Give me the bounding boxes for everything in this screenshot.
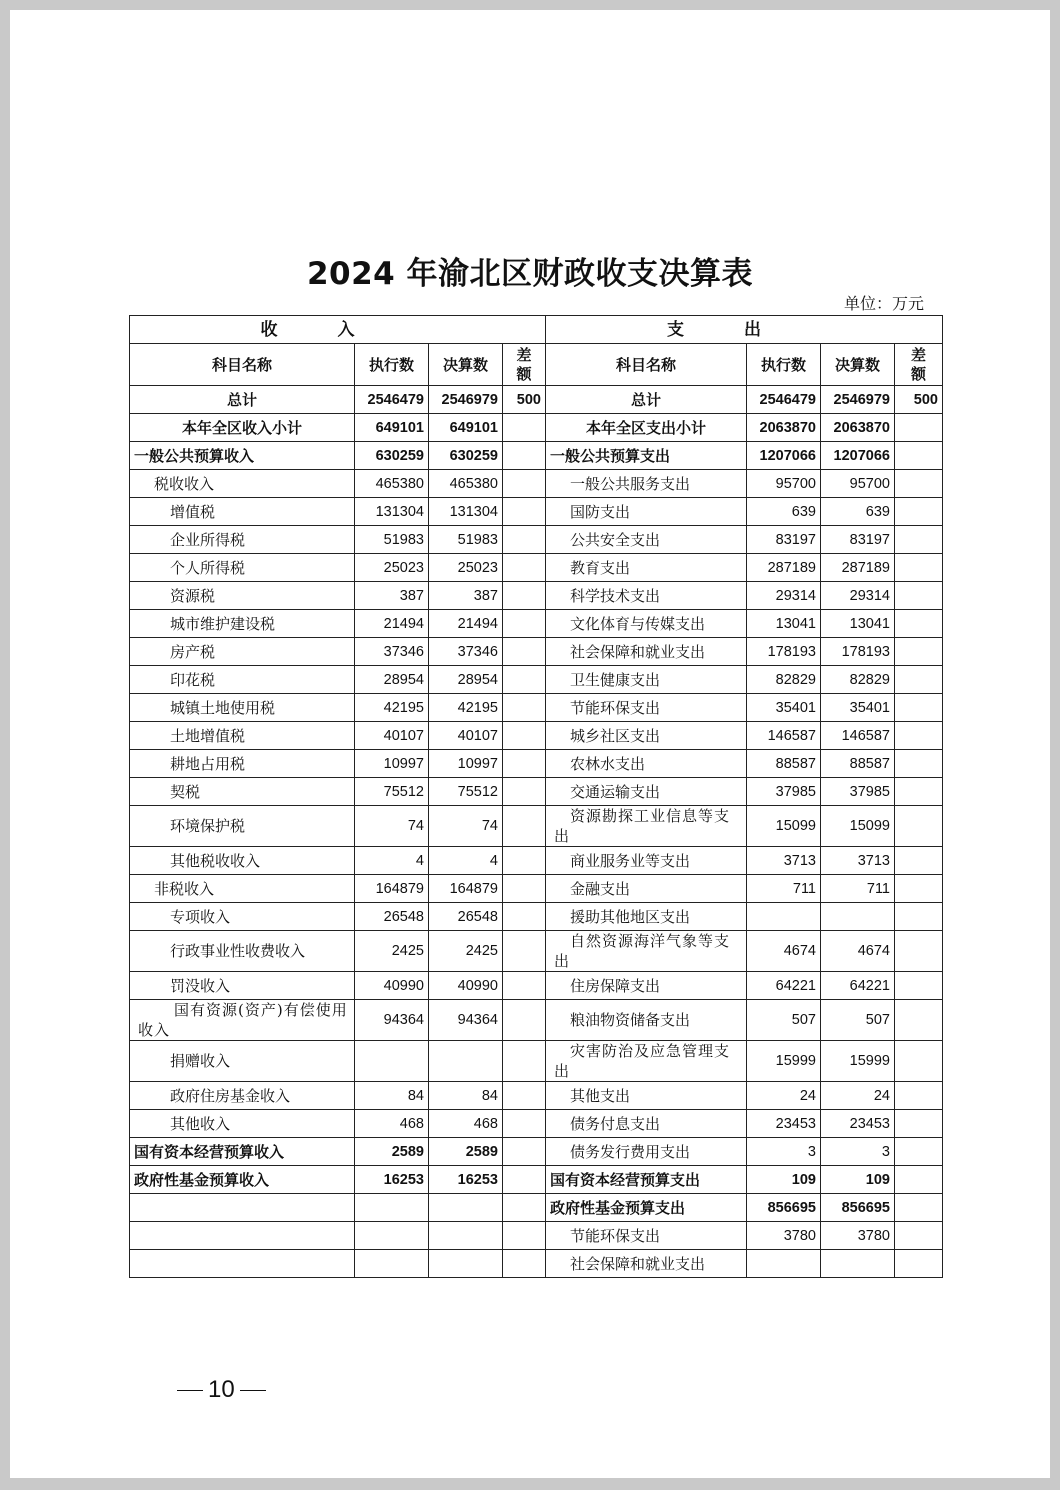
table-row [130,750,943,778]
expense-final-value: 95700 [821,470,895,498]
expense-diff-value [895,1082,943,1110]
income-diff-value [503,694,546,722]
expense-item-name: 节能环保支出 [546,1222,747,1250]
expense-item-name: 文化体育与传媒支出 [546,610,747,638]
expense-item-name: 粮油物资储备支出 [546,1000,747,1041]
expense-diff-value [895,554,943,582]
expense-diff-value [895,610,943,638]
table-row [130,806,943,847]
income-name-header: 科目名称 [130,344,355,386]
expense-item-name: 债务发行费用支出 [546,1138,747,1166]
income-item-name: 其他收入 [130,1110,355,1138]
expense-final-value: 1207066 [821,442,895,470]
expense-item-name: 总计 [546,386,747,414]
income-exec-value [355,1194,429,1222]
income-header: 收入 [130,316,546,344]
income-diff-value [503,1138,546,1166]
income-final-value: 2589 [429,1138,503,1166]
income-final-value: 75512 [429,778,503,806]
income-item-name: 土地增值税 [130,722,355,750]
expense-item-name: 援助其他地区支出 [546,903,747,931]
income-final-value: 42195 [429,694,503,722]
income-final-value [429,1222,503,1250]
income-diff-value: 500 [503,386,546,414]
expense-final-value: 2063870 [821,414,895,442]
expense-diff-value [895,638,943,666]
income-exec-value: 25023 [355,554,429,582]
income-exec-value: 51983 [355,526,429,554]
expense-diff-value [895,722,943,750]
expense-item-name: 灾害防治及应急管理支出 [546,1041,747,1082]
expense-diff-value [895,847,943,875]
income-item-name: 耕地占用税 [130,750,355,778]
income-exec-value: 42195 [355,694,429,722]
income-final-value: 37346 [429,638,503,666]
income-final-value: 630259 [429,442,503,470]
expense-exec-value: 29314 [747,582,821,610]
expense-exec-value: 507 [747,1000,821,1041]
table-row [130,1082,943,1110]
income-final-value: 28954 [429,666,503,694]
income-exec-value: 131304 [355,498,429,526]
table-row [130,1166,943,1194]
income-diff-value [503,666,546,694]
income-diff-value [503,778,546,806]
table-row [130,582,943,610]
income-exec-value: 75512 [355,778,429,806]
diff-header-text: 差额 [910,345,926,383]
expense-diff-value [895,806,943,847]
expense-item-name: 本年全区支出小计 [546,414,747,442]
income-exec-value: 465380 [355,470,429,498]
income-diff-value [503,582,546,610]
expense-exec-value: 3713 [747,847,821,875]
expense-item-name: 债务付息支出 [546,1110,747,1138]
income-item-name: 专项收入 [130,903,355,931]
expense-exec-value: 146587 [747,722,821,750]
expense-diff-value [895,666,943,694]
income-item-name: 印花税 [130,666,355,694]
expense-item-name: 节能环保支出 [546,694,747,722]
income-diff-value [503,931,546,972]
income-final-value: 40990 [429,972,503,1000]
income-final-value: 649101 [429,414,503,442]
income-exec-value: 10997 [355,750,429,778]
income-exec-value: 28954 [355,666,429,694]
income-item-name: 总计 [130,386,355,414]
expense-diff-value [895,750,943,778]
expense-diff-value [895,694,943,722]
income-item-name: 非税收入 [130,875,355,903]
expense-final-value [821,1250,895,1278]
income-final-value: 16253 [429,1166,503,1194]
expense-item-name: 国有资本经营预算支出 [546,1166,747,1194]
expense-final-value: 146587 [821,722,895,750]
income-exec-value: 40107 [355,722,429,750]
expense-item-name: 一般公共预算支出 [546,442,747,470]
footer-dash-right [240,1390,266,1391]
expense-item-name: 卫生健康支出 [546,666,747,694]
expense-final-value: 88587 [821,750,895,778]
table-row [130,722,943,750]
income-exec-value: 2425 [355,931,429,972]
income-exec-value [355,1222,429,1250]
expense-final-value: 2546979 [821,386,895,414]
income-item-name: 政府性基金预算收入 [130,1166,355,1194]
income-item-name [130,1250,355,1278]
income-diff-value [503,903,546,931]
income-item-name: 城市维护建设税 [130,610,355,638]
expense-diff-value [895,442,943,470]
table-row [130,875,943,903]
expense-item-name: 资源勘探工业信息等支出 [546,806,747,847]
expense-item-name: 农林水支出 [546,750,747,778]
expense-final-value: 37985 [821,778,895,806]
expense-item-name: 商业服务业等支出 [546,847,747,875]
income-exec-value: 16253 [355,1166,429,1194]
income-item-name: 国有资本经营预算收入 [130,1138,355,1166]
table-row [130,610,943,638]
income-diff-value [503,750,546,778]
income-exec-value [355,1250,429,1278]
income-final-value: 84 [429,1082,503,1110]
expense-exec-value: 109 [747,1166,821,1194]
income-final-value: 10997 [429,750,503,778]
table-row [130,386,943,414]
income-final-value: 40107 [429,722,503,750]
page-number [172,1376,271,1404]
income-diff-value [503,847,546,875]
income-exec-value: 164879 [355,875,429,903]
income-exec-value [355,1041,429,1082]
income-item-name: 资源税 [130,582,355,610]
income-item-name: 本年全区收入小计 [130,414,355,442]
expense-exec-value: 23453 [747,1110,821,1138]
income-final-value: 387 [429,582,503,610]
expense-final-value: 3780 [821,1222,895,1250]
income-diff-value [503,722,546,750]
expense-exec-value: 2546479 [747,386,821,414]
income-item-name: 城镇土地使用税 [130,694,355,722]
income-final-value: 131304 [429,498,503,526]
table-row [130,847,943,875]
expense-exec-value: 83197 [747,526,821,554]
expense-final-value: 711 [821,875,895,903]
income-exec-value: 74 [355,806,429,847]
income-diff-value [503,1041,546,1082]
expense-item-name: 政府性基金预算支出 [546,1194,747,1222]
expense-final-value: 3713 [821,847,895,875]
expense-item-name: 金融支出 [546,875,747,903]
expense-diff-value [895,1194,943,1222]
income-item-name: 个人所得税 [130,554,355,582]
income-diff-value [503,414,546,442]
income-diff-value [503,498,546,526]
income-item-name: 增值税 [130,498,355,526]
table-row [130,1194,943,1222]
expense-exec-value [747,1250,821,1278]
expense-item-name: 交通运输支出 [546,778,747,806]
expense-exec-value: 88587 [747,750,821,778]
expense-diff-value [895,1041,943,1082]
expense-diff-value [895,1138,943,1166]
table-row [130,931,943,972]
income-item-name: 环境保护税 [130,806,355,847]
income-item-name: 税收收入 [130,470,355,498]
income-final-value: 25023 [429,554,503,582]
income-exec-value: 468 [355,1110,429,1138]
income-final-value: 468 [429,1110,503,1138]
expense-final-value: 507 [821,1000,895,1041]
income-item-name: 政府住房基金收入 [130,1082,355,1110]
income-final-value: 26548 [429,903,503,931]
expense-exec-value: 15099 [747,806,821,847]
expense-final-value: 29314 [821,582,895,610]
expense-header: 支出 [546,316,943,344]
document-page [10,10,1050,1478]
expense-diff-value [895,414,943,442]
income-final-value: 2425 [429,931,503,972]
expense-diff-value [895,972,943,1000]
table-row [130,1041,943,1082]
income-final-value: 4 [429,847,503,875]
income-exec-value: 649101 [355,414,429,442]
table-row [130,903,943,931]
income-item-name: 房产税 [130,638,355,666]
page-title: 2024 年渝北区财政收支决算表 [306,256,754,292]
expense-exec-value: 35401 [747,694,821,722]
expense-exec-value: 24 [747,1082,821,1110]
expense-diff-value [895,470,943,498]
expense-final-value: 64221 [821,972,895,1000]
income-exec-value: 630259 [355,442,429,470]
expense-exec-value: 3 [747,1138,821,1166]
income-exec-value: 26548 [355,903,429,931]
income-exec-value: 21494 [355,610,429,638]
income-item-name: 罚没收入 [130,972,355,1000]
table-row [130,972,943,1000]
income-diff-value [503,554,546,582]
expense-exec-value: 95700 [747,470,821,498]
expense-diff-value [895,582,943,610]
expense-final-value: 4674 [821,931,895,972]
income-exec-value: 40990 [355,972,429,1000]
income-final-value: 2546979 [429,386,503,414]
income-item-name: 一般公共预算收入 [130,442,355,470]
expense-diff-value [895,1166,943,1194]
expense-final-value: 109 [821,1166,895,1194]
income-exec-value: 2546479 [355,386,429,414]
income-exec-value: 387 [355,582,429,610]
income-diff-value [503,1166,546,1194]
expense-diff-value [895,1000,943,1041]
table-row [130,1138,943,1166]
income-final-header: 决算数 [429,344,503,386]
expense-diff-value [895,1250,943,1278]
expense-name-header: 科目名称 [546,344,747,386]
expense-final-value: 3 [821,1138,895,1166]
expense-final-value: 639 [821,498,895,526]
income-exec-header: 执行数 [355,344,429,386]
table-row [130,778,943,806]
income-final-value [429,1194,503,1222]
expense-exec-header: 执行数 [747,344,821,386]
expense-final-value: 856695 [821,1194,895,1222]
expense-final-value: 23453 [821,1110,895,1138]
income-item-name: 捐赠收入 [130,1041,355,1082]
income-diff-value [503,806,546,847]
expense-exec-value: 82829 [747,666,821,694]
unit-label: 单位：万元 [843,294,924,313]
table-row [130,554,943,582]
income-final-value: 21494 [429,610,503,638]
expense-item-name: 国防支出 [546,498,747,526]
expense-exec-value: 64221 [747,972,821,1000]
expense-final-header: 决算数 [821,344,895,386]
table-row [130,666,943,694]
income-diff-value [503,1110,546,1138]
income-diff-value [503,1222,546,1250]
expense-item-name: 自然资源海洋气象等支出 [546,931,747,972]
income-final-value: 465380 [429,470,503,498]
table-row [130,470,943,498]
expense-final-value: 83197 [821,526,895,554]
expense-diff-value [895,931,943,972]
expense-exec-value: 639 [747,498,821,526]
table-row [130,1000,943,1041]
expense-diff-value [895,903,943,931]
income-diff-value [503,526,546,554]
income-item-name: 企业所得税 [130,526,355,554]
expense-final-value: 15099 [821,806,895,847]
expense-final-value: 287189 [821,554,895,582]
income-diff-value [503,470,546,498]
expense-item-name: 社会保障和就业支出 [546,638,747,666]
table-row [130,414,943,442]
expense-final-value: 35401 [821,694,895,722]
expense-final-value: 13041 [821,610,895,638]
table-row [130,1110,943,1138]
income-diff-value [503,1082,546,1110]
expense-item-name: 其他支出 [546,1082,747,1110]
expense-diff-header [895,344,943,386]
table-row [130,1222,943,1250]
finance-table [129,315,943,1278]
expense-exec-value: 287189 [747,554,821,582]
expense-diff-value [895,498,943,526]
page-number-text: 10 [208,1376,235,1403]
table-row [130,526,943,554]
income-item-name: 国有资源(资产)有偿使用收入 [130,1000,355,1041]
income-item-name: 行政事业性收费收入 [130,931,355,972]
income-diff-value [503,875,546,903]
income-diff-header [503,344,546,386]
expense-exec-value: 3780 [747,1222,821,1250]
income-diff-value [503,972,546,1000]
expense-final-value: 24 [821,1082,895,1110]
diff-header-text: 差额 [516,345,532,383]
income-final-value: 94364 [429,1000,503,1041]
table-row [130,1250,943,1278]
expense-exec-value [747,903,821,931]
income-final-value: 164879 [429,875,503,903]
expense-item-name: 城乡社区支出 [546,722,747,750]
expense-exec-value: 37985 [747,778,821,806]
expense-exec-value: 711 [747,875,821,903]
income-diff-value [503,1194,546,1222]
table-row [130,442,943,470]
income-item-name [130,1222,355,1250]
income-diff-value [503,1250,546,1278]
income-item-name: 契税 [130,778,355,806]
expense-diff-value: 500 [895,386,943,414]
expense-exec-value: 4674 [747,931,821,972]
table-row [130,498,943,526]
income-exec-value: 37346 [355,638,429,666]
income-diff-value [503,1000,546,1041]
table-row [130,694,943,722]
income-item-name: 其他税收收入 [130,847,355,875]
expense-exec-value: 856695 [747,1194,821,1222]
expense-final-value: 15999 [821,1041,895,1082]
expense-diff-value [895,1110,943,1138]
income-exec-value: 84 [355,1082,429,1110]
footer-dash-left [177,1390,203,1391]
expense-exec-value: 2063870 [747,414,821,442]
income-exec-value: 4 [355,847,429,875]
income-final-value: 74 [429,806,503,847]
expense-item-name: 科学技术支出 [546,582,747,610]
income-final-value [429,1250,503,1278]
expense-item-name: 公共安全支出 [546,526,747,554]
expense-diff-value [895,875,943,903]
expense-diff-value [895,778,943,806]
income-item-name [130,1194,355,1222]
expense-final-value [821,903,895,931]
income-final-value [429,1041,503,1082]
expense-exec-value: 1207066 [747,442,821,470]
expense-item-name: 社会保障和就业支出 [546,1250,747,1278]
income-exec-value: 94364 [355,1000,429,1041]
income-diff-value [503,610,546,638]
expense-diff-value [895,1222,943,1250]
expense-item-name: 住房保障支出 [546,972,747,1000]
expense-final-value: 82829 [821,666,895,694]
expense-exec-value: 13041 [747,610,821,638]
table-row [130,638,943,666]
income-exec-value: 2589 [355,1138,429,1166]
expense-exec-value: 178193 [747,638,821,666]
expense-item-name: 教育支出 [546,554,747,582]
expense-exec-value: 15999 [747,1041,821,1082]
income-diff-value [503,638,546,666]
expense-final-value: 178193 [821,638,895,666]
income-final-value: 51983 [429,526,503,554]
income-diff-value [503,442,546,470]
expense-diff-value [895,526,943,554]
expense-item-name: 一般公共服务支出 [546,470,747,498]
